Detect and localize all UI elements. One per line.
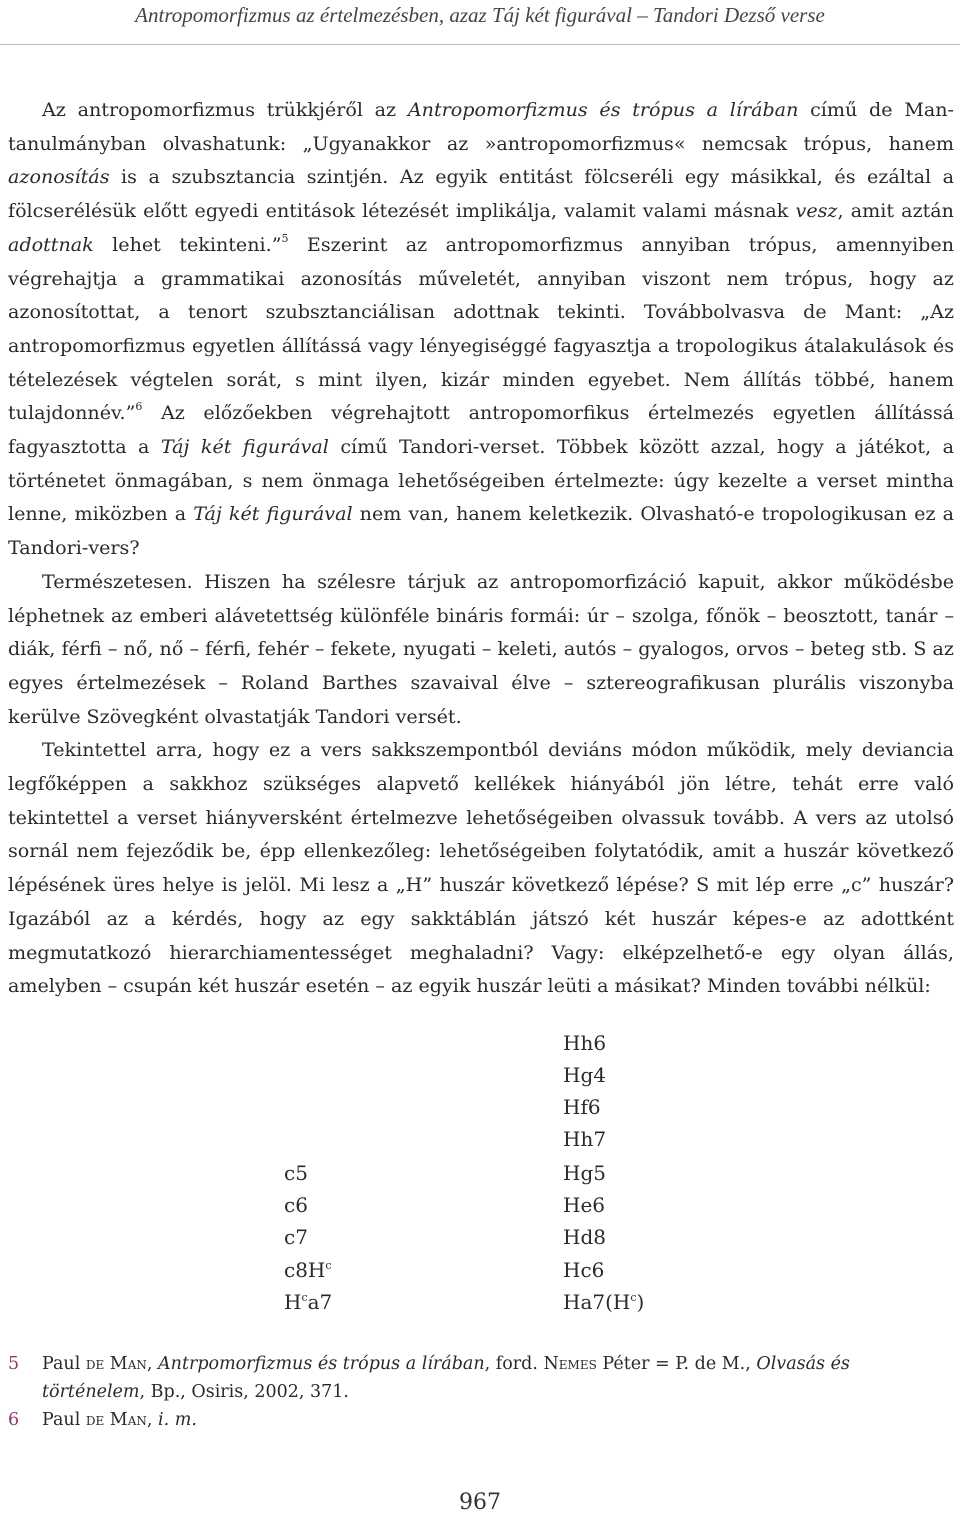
body-text bbox=[8, 93, 954, 1003]
text-span: Az előzőekben végrehajtott antropomorfikus értelmezés egyetlen állítássá fagyasztotta a bbox=[8, 401, 954, 459]
running-header-title: Antropomorfizmus az értelmezésben, azaz Táj két figurával – Tandori Dezső verse bbox=[135, 3, 825, 27]
ibid-abbrev: i. m. bbox=[158, 1410, 197, 1430]
paragraph-1 bbox=[8, 93, 954, 565]
move-row bbox=[0, 1225, 960, 1257]
text-span: is a szubsztancia szintjén. Az egyik entitást fölcseréli egy másikkal, és ezáltal a fölcserélésük előtt egyedi entitások létezését implikálja, valamit valami másnak bbox=[8, 165, 954, 223]
move-black: Hf6 bbox=[563, 1095, 601, 1119]
move-superscript: c bbox=[630, 1291, 637, 1304]
author-name: de Man bbox=[85, 1354, 147, 1374]
text-span: , bbox=[146, 1354, 159, 1374]
text-span: nem van, hanem keletkezik. Olvasható-e tropologikusan ez a Tandori-vers? bbox=[8, 502, 955, 560]
move-white: c6 bbox=[284, 1193, 308, 1217]
page-number: 967 bbox=[459, 1490, 501, 1515]
footnote-number: 6 bbox=[8, 1410, 20, 1430]
work-title: Antrpomorfizmus és trópus a lírában bbox=[158, 1354, 485, 1374]
move-text: a7 bbox=[307, 1290, 333, 1314]
move-row bbox=[0, 1193, 960, 1225]
italic-span: vesz bbox=[795, 199, 838, 223]
chess-moves bbox=[0, 1031, 960, 1331]
text-span: , amit aztán bbox=[837, 199, 954, 223]
italic-span: azonosítás bbox=[8, 165, 110, 189]
footnote-ref-5[interactable]: 5 bbox=[281, 231, 289, 245]
book-title: Olvasás és történelem bbox=[42, 1354, 850, 1402]
move-black: Hg5 bbox=[563, 1161, 606, 1185]
move-white bbox=[284, 1290, 332, 1314]
text-span: Paul bbox=[42, 1410, 86, 1430]
footnote-number: 5 bbox=[8, 1354, 20, 1374]
move-text: Ha7(H bbox=[563, 1290, 631, 1314]
author-name: de Man bbox=[85, 1410, 147, 1430]
move-row bbox=[0, 1258, 960, 1290]
paragraph-2: Természetesen. Hiszen ha szélesre tárjuk az antropomorfizáció kapuit, akkor működésbe léphetnek az emberi alávetettség különféle bináris formái: úr – szolga, főnök – beosztott, tanár – diák, férfi – nő, nő – férfi, fehér – fekete, nyugati – keleti, autós – gyalogos, orvos – beteg stb. S az egyes értelmezések – Roland Barthes szavaival élve – sztereografikusan plurális viszonyba kerülve Szövegként olvastatják Tandori versét. bbox=[8, 569, 954, 728]
italic-span: Antropomorfizmus és trópus a lírában bbox=[407, 98, 799, 121]
move-row bbox=[0, 1290, 960, 1322]
translator-name: Nemes bbox=[543, 1354, 597, 1374]
move-black bbox=[563, 1290, 644, 1314]
text-span: Az antropomorfizmus trükkjéről az bbox=[42, 98, 408, 121]
move-black: Hh7 bbox=[563, 1127, 607, 1151]
move-black: Hh6 bbox=[563, 1031, 607, 1055]
move-white: c5 bbox=[284, 1161, 308, 1185]
footnote-6 bbox=[8, 1406, 954, 1434]
text-span: , ford. bbox=[484, 1354, 544, 1374]
italic-span: adottnak bbox=[8, 232, 94, 256]
footnotes bbox=[8, 1350, 954, 1434]
paragraph-3: Tekintettel arra, hogy ez a vers sakkszempontból deviáns módon működik, mely deviancia legfőképpen a sakkhoz szükséges alapvető kellékek hiányából jön létre, tehát erre való tekintettel a verset hiányversként értelmezve lehetőségeiben olvassuk tovább. A vers az utolsó sornál nem fejeződik be, épp ellenkezőleg: lehetőségeiben folytatódik, amit a huszár következő lépésének üres helye is jelöl. Mi lesz a „H” huszár következő lépése? S mit lép erre „c” huszár? Igazából az a kérdés, hogy az egy sakktáblán játszó két huszár képes-e az adottként megmutatkozó hierarchiamentességet meghaladni? Vagy: elképzelhető-e egy olyan állás, amelyben – csupán két huszár esetén – az egyik huszár leüti a másikat? Minden további nélkül: bbox=[8, 738, 954, 998]
move-text: ) bbox=[636, 1290, 645, 1314]
move-row bbox=[0, 1095, 960, 1127]
move-black: Hg4 bbox=[563, 1063, 606, 1087]
move-black: Hd8 bbox=[563, 1225, 606, 1249]
move-row bbox=[0, 1031, 960, 1063]
move-white: c7 bbox=[284, 1225, 308, 1249]
text-span: , Bp., Osiris, 2002, 371. bbox=[139, 1382, 349, 1402]
footnote-5 bbox=[8, 1350, 954, 1406]
text-span: , bbox=[146, 1410, 159, 1430]
move-black: He6 bbox=[563, 1193, 606, 1217]
text-span: Eszerint az antropomorfizmus annyiban trópus, amennyiben végrehajtja a grammatikai azonosítás műveletét, annyiban viszont nem trópus, hogy az azonosítottat, a tenort szubsztanciálisan adottnak tekinti. Továbbolvasva de Mant: „Az antropomorfizmus egyetlen állítássá vagy lényegiséggé fagyasztja a tropologikus átalakulások és tételezések végtelen sorát, s mint ilyen, kizár minden egyebet. Nem állítás többé, hanem tulajdonnév.” bbox=[8, 232, 954, 425]
move-text: c8H bbox=[284, 1258, 326, 1282]
footnote-ref-6[interactable]: 6 bbox=[135, 400, 143, 414]
move-row bbox=[0, 1063, 960, 1095]
move-row bbox=[0, 1161, 960, 1193]
italic-span: Táj két figurával bbox=[193, 502, 353, 526]
move-white bbox=[284, 1258, 332, 1282]
text-span: című Tandori-verset. Többek között azzal, hogy a játékot, a történetet önmagában, s nem önmaga lehetőségeiben értelmezte: úgy kezelte a verset mintha lenne, miközben a bbox=[8, 435, 954, 526]
move-superscript: c bbox=[325, 1259, 332, 1272]
italic-span: Táj két figurával bbox=[160, 435, 329, 459]
move-text: H bbox=[284, 1290, 302, 1314]
move-superscript: c bbox=[301, 1291, 308, 1304]
move-black: Hc6 bbox=[563, 1258, 605, 1282]
text-span: Péter = P. de M., bbox=[596, 1354, 757, 1374]
text-span: lehet tekinteni.” bbox=[93, 232, 282, 256]
text-span: című de Man-tanulmányban olvashatunk: „Ugyanakkor az »antropomorfizmus« nemcsak trópus, hanem bbox=[8, 98, 954, 155]
running-header bbox=[0, 0, 960, 45]
text-span: Paul bbox=[42, 1354, 86, 1374]
move-row bbox=[0, 1127, 960, 1159]
